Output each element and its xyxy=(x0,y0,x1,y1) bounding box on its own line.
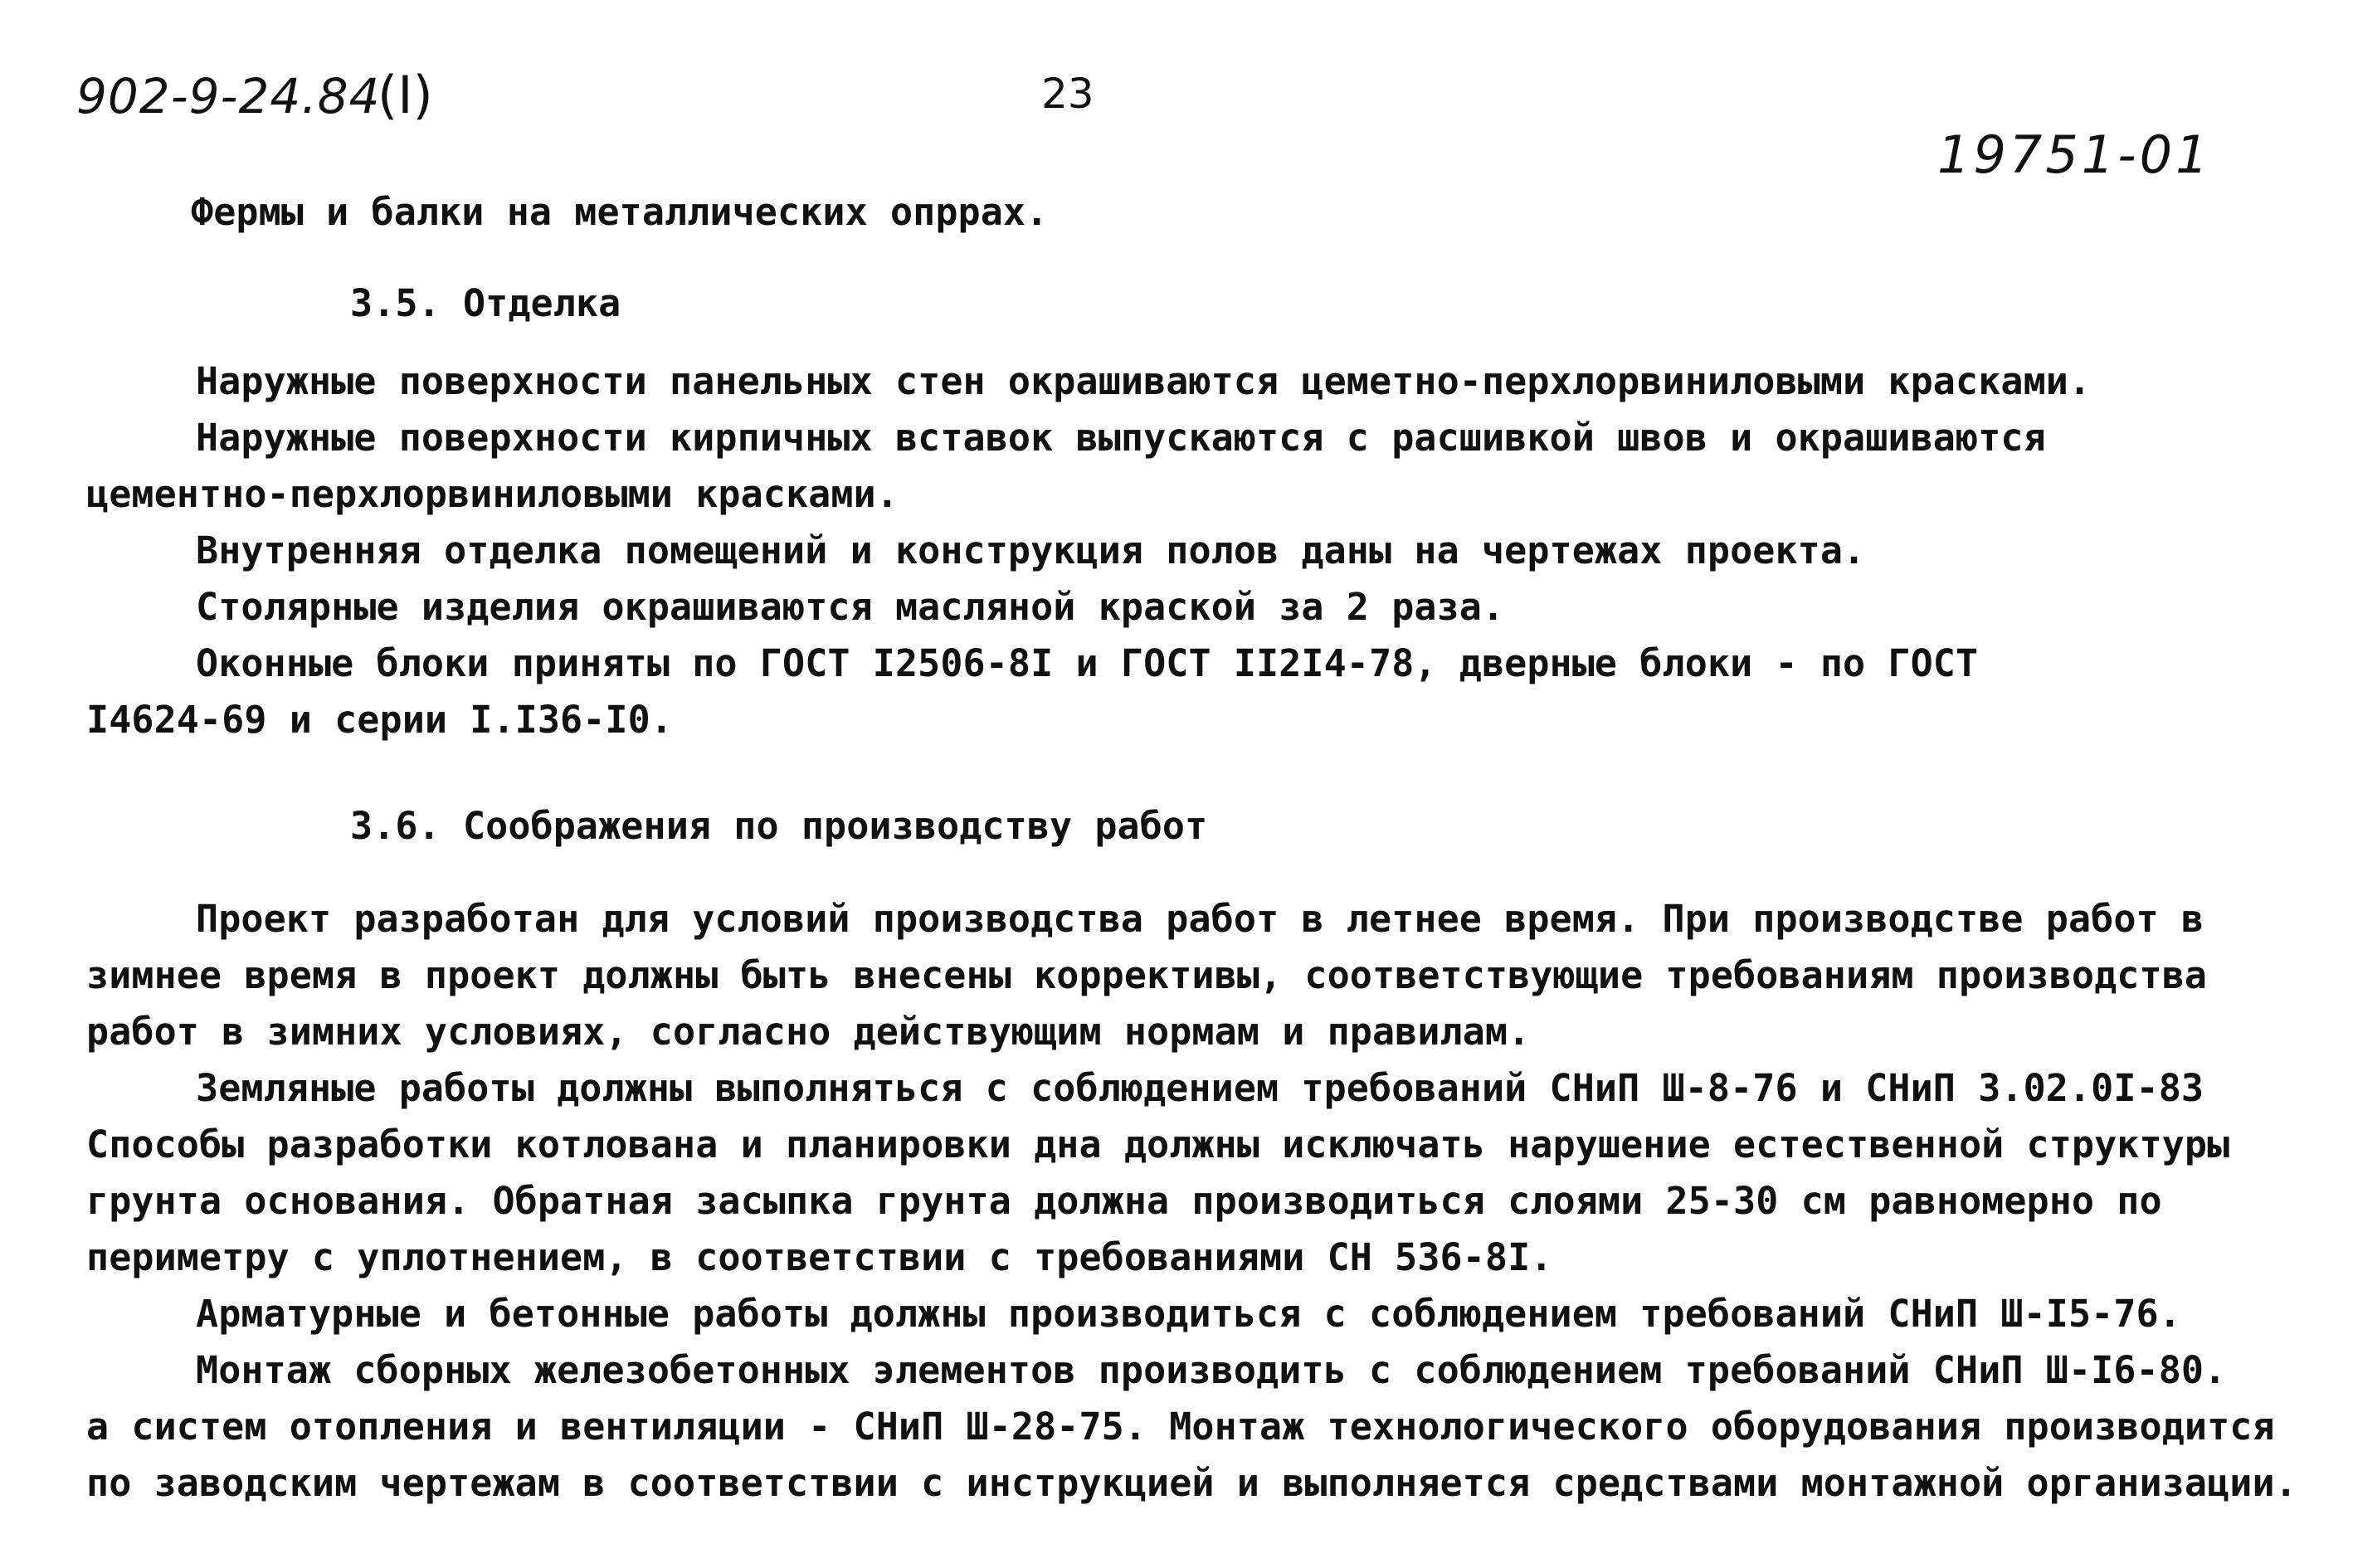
text-line: по заводским чертежам в соответствии с инструкцией и выполняется средствами монтажной организации. xyxy=(86,1461,2297,1505)
text-line: Наружные поверхности панельных стен окрашиваются цеметно-перхлорвиниловыми красками. xyxy=(196,359,2092,403)
text-line: зимнее время в проект должны быть внесены коррективы, соответствующие требованиям производства xyxy=(86,953,2208,997)
text-line: Монтаж сборных железобетонных элементов производить с соблюдением требований СНиП Ш-I6-80. xyxy=(196,1348,2227,1392)
text-line: Оконные блоки приняты по ГОСТ I2506-8I и ГОСТ II2I4-78, дверные блоки - по ГОСТ xyxy=(196,641,1979,685)
section-heading-3-5: 3.5. Отделка xyxy=(350,281,621,325)
text-line: Фермы и балки на металлических опррах. xyxy=(191,190,1049,234)
text-line: Столярные изделия окрашиваются масляной краской за 2 раза. xyxy=(196,585,1505,629)
text-line: Внутренняя отделка помещений и конструкция полов даны на чертежах проекта. xyxy=(196,528,1866,572)
text-line: Наружные поверхности кирпичных вставок выпускаются с расшивкой швов и окрашиваются xyxy=(196,416,2046,460)
text-line: а систем отопления и вентиляции - СНиП Ш-28-75. Монтаж технологического оборудования производится xyxy=(86,1405,2275,1449)
text-line: грунта основания. Обратная засыпка грунта должна производиться слоями 25-30 см равномерно по xyxy=(86,1179,2162,1223)
text-line: Земляные работы должны выполняться с соблюдением требований СНиП Ш-8-76 и СНиП 3.02.0I-83 xyxy=(196,1066,2204,1110)
archive-number: 19751-01 xyxy=(1937,124,2212,185)
section-heading-3-6: 3.6. Соображения по производству работ xyxy=(350,804,1208,848)
document-code-suffix: (I) xyxy=(378,65,433,125)
text-line: работ в зимних условиях, согласно действующим нормам и правилам. xyxy=(86,1010,1531,1054)
text-line: периметру с уплотнением, в соответствии с требованиями СН 536-8I. xyxy=(86,1235,1553,1279)
document-code: 902-9-24.84 xyxy=(76,68,381,124)
text-line: Проект разработан для условий производства работ в летнее время. При производстве работ в xyxy=(196,897,2204,941)
page-number: 23 xyxy=(1041,70,1094,118)
text-line: цементно-перхлорвиниловыми красками. xyxy=(86,472,899,516)
text-line: Арматурные и бетонные работы должны производиться с соблюдением требований СНиП Ш-I5-76. xyxy=(196,1292,2181,1336)
text-line: Способы разработки котлована и планировки дна должны исключать нарушение естественной структуры xyxy=(86,1122,2230,1166)
text-line: I4624-69 и серии I.I36-I0. xyxy=(86,698,673,742)
